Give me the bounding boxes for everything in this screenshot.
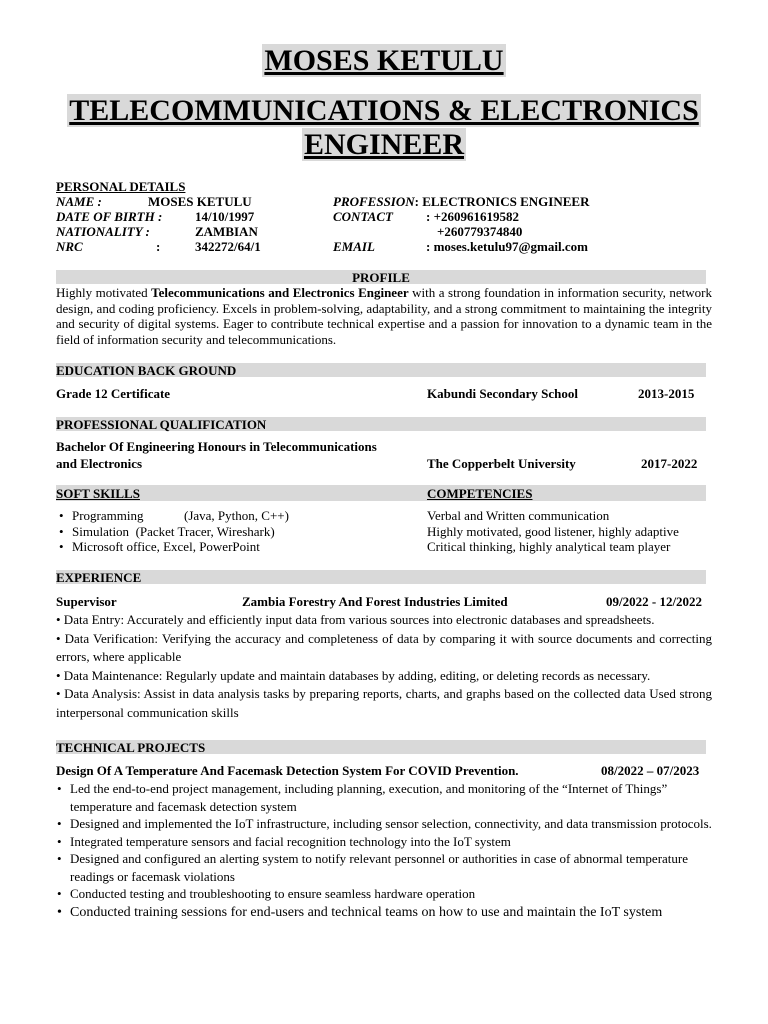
nrc-colon: : bbox=[156, 239, 161, 254]
project-bullet: • Led the end-to-end project management, including planning, execution, and monitoring of the “Internet of Things” temperature and facemask detection system bbox=[54, 780, 714, 815]
soft-skill-item: • Programming (Java, Python, C++) bbox=[56, 508, 386, 524]
job-title-line1: TELECOMMUNICATIONS & ELECTRONICS bbox=[69, 94, 699, 127]
contact-value-2: +260779374840 bbox=[437, 224, 523, 239]
dob-value: 14/10/1997 bbox=[195, 209, 255, 224]
contact-label: CONTACT bbox=[333, 209, 393, 224]
project-bullet: • Conducted testing and troubleshooting to ensure seamless hardware operation bbox=[54, 885, 714, 903]
competency-item: Verbal and Written communication bbox=[427, 508, 610, 523]
education-qualification: Grade 12 Certificate bbox=[56, 386, 171, 401]
project-bullet: • Conducted training sessions for end-users and technical teams on how to use and maintain the IoT system bbox=[54, 903, 714, 922]
soft-skills-heading: SOFT SKILLS bbox=[56, 486, 140, 501]
education-heading: EDUCATION BACK GROUND bbox=[56, 363, 706, 377]
skills-heading-bar bbox=[56, 485, 706, 501]
experience-duty: • Data Entry: Accurately and efficiently input data from various sources into electronic databases and spreadsheets. bbox=[56, 612, 655, 627]
nrc-value: 342272/64/1 bbox=[195, 239, 261, 254]
job-title bbox=[0, 94, 768, 162]
contact-value-1: : +260961619582 bbox=[426, 209, 519, 224]
email-label: EMAIL bbox=[333, 239, 375, 254]
nrc-label: NRC bbox=[56, 239, 83, 254]
experience-heading: EXPERIENCE bbox=[56, 570, 706, 584]
profile-text-rest: with a strong foundation in information security, network design, and coding proficiency. Excels in problem-solving, adaptability, and a strong commitment to maintaining the integrity and security of digital systems. Eager to contribute technical expertise and a passion for innovation to a dynamic team in the field of information security and telecommunications. bbox=[56, 285, 712, 347]
project-bullet: • Designed and implemented the IoT infrastructure, including sensor selection, connectivity, and data transmission protocols. bbox=[54, 815, 714, 833]
project-bullet: • Designed and configured an alerting system to notify relevant personnel or authorities in case of abnormal temperature readings or facemask violations bbox=[54, 850, 714, 885]
profile-heading: PROFILE bbox=[56, 270, 706, 284]
nationality-value: ZAMBIAN bbox=[195, 224, 258, 239]
soft-skill-item: • Microsoft office, Excel, PowerPoint bbox=[56, 539, 386, 555]
email-value: : moses.ketulu97@gmail.com bbox=[426, 239, 588, 254]
profile-text-bold: Telecommunications and Electronics Engineer bbox=[151, 285, 409, 300]
experience-duty: • Data Maintenance: Regularly update and maintain databases by adding, editing, or deleting records as necessary. bbox=[56, 667, 651, 683]
soft-skill-item: • Simulation (Packet Tracer, Wireshark) bbox=[56, 524, 386, 540]
professional-qualification-line2: and Electronics bbox=[56, 456, 143, 471]
projects-heading: TECHNICAL PROJECTS bbox=[56, 740, 706, 754]
project-dates: 08/2022 – 07/2023 bbox=[601, 763, 700, 778]
education-years: 2013-2015 bbox=[638, 386, 695, 401]
name-label: NAME : bbox=[56, 194, 102, 209]
candidate-name bbox=[0, 44, 768, 78]
personal-details-heading: PERSONAL DETAILS bbox=[56, 179, 186, 194]
soft-skills-list bbox=[56, 508, 386, 555]
project-bullet: • Integrated temperature sensors and facial recognition technology into the IoT system bbox=[54, 833, 714, 851]
professional-school: The Copperbelt University bbox=[427, 456, 576, 471]
competency-item: Highly motivated, good listener, highly adaptive bbox=[427, 524, 679, 539]
experience-role: Supervisor bbox=[56, 594, 117, 609]
project-title: Design Of A Temperature And Facemask Detection System For COVID Prevention. bbox=[56, 763, 519, 778]
name-value: MOSES KETULU bbox=[148, 194, 252, 209]
professional-qualification-line1: Bachelor Of Engineering Honours in Telecommunications bbox=[56, 439, 377, 454]
profile-text bbox=[56, 285, 712, 347]
profession-value: : ELECTRONICS ENGINEER bbox=[414, 194, 590, 209]
dob-label: DATE OF BIRTH : bbox=[56, 209, 163, 224]
profession-row bbox=[333, 194, 589, 209]
profession-label: PROFESSION bbox=[333, 194, 415, 209]
experience-dates: 09/2022 - 12/2022 bbox=[606, 594, 703, 609]
experience-duty: • Data Analysis: Assist in data analysis tasks by preparing reports, charts, and graphs based on the collected data Used strong interpersonal communication skills bbox=[56, 686, 712, 720]
education-school: Kabundi Secondary School bbox=[427, 386, 578, 401]
profile-text-start: Highly motivated bbox=[56, 285, 152, 300]
job-title-line2: ENGINEER bbox=[303, 128, 465, 161]
project-details bbox=[54, 780, 714, 922]
competency-item: Critical thinking, highly analytical team player bbox=[427, 539, 671, 554]
experience-company: Zambia Forestry And Forest Industries Limited bbox=[242, 594, 508, 609]
nationality-label: NATIONALITY : bbox=[56, 224, 150, 239]
experience-duty: • Data Verification: Verifying the accuracy and completeness of data by comparing it with source documents and correcting errors, where applicable bbox=[56, 630, 712, 664]
competencies-heading: COMPETENCIES bbox=[427, 486, 533, 501]
candidate-name-text: MOSES KETULU bbox=[264, 44, 504, 77]
professional-heading: PROFESSIONAL QUALIFICATION bbox=[56, 417, 706, 431]
professional-years: 2017-2022 bbox=[641, 456, 698, 471]
experience-details bbox=[56, 611, 712, 722]
